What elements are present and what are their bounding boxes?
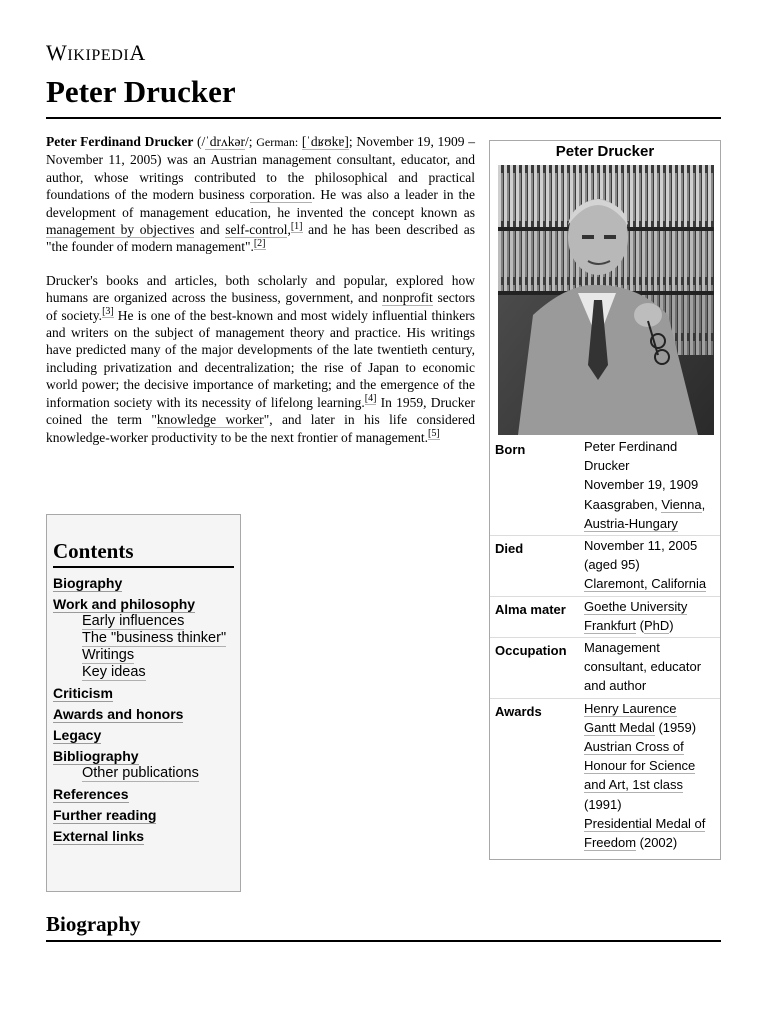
born-country-line (584, 514, 720, 533)
goethe-university-link[interactable]: Goethe University (584, 598, 688, 614)
died-place-line (584, 574, 720, 593)
knowledge-worker-link[interactable]: knowledge worker (156, 412, 264, 428)
citation-link[interactable]: [2] (253, 237, 266, 249)
died-age: (aged 95) (584, 557, 640, 573)
alma-line (584, 616, 720, 635)
portrait-photo[interactable] (498, 165, 714, 435)
text: /; (245, 134, 257, 149)
infobox-value (582, 536, 720, 597)
award-year: (1959) (654, 719, 697, 735)
text: , (701, 496, 706, 512)
toc-subitem[interactable] (82, 630, 234, 646)
award-line (584, 737, 720, 756)
toc-item[interactable] (53, 596, 234, 680)
german-language-label[interactable]: German: (256, 135, 299, 149)
born-date: November 19, 1909 (584, 477, 699, 493)
toc-item-label[interactable]: Work and philosophy (53, 596, 196, 612)
toc-subitem-label[interactable]: Key ideas (82, 664, 146, 680)
toc-item[interactable] (53, 727, 234, 743)
self-control-link[interactable]: self-control (225, 222, 288, 238)
award-line (584, 718, 720, 737)
subject-name: Peter Ferdinand Drucker (46, 134, 194, 149)
text: (/ (193, 134, 206, 149)
text: He is one of the best-known and most widely influential thinkers and writers on the subject of management theory and practice. His writings have predicted many of the major developments of the late twentieth century, including privatization and decentralization; the rise of Japan to economic world power; the decisive importance of marketing; and the emergence of the information society with its necessity of lifelong learning. (46, 307, 475, 410)
occupation-text: Management (584, 640, 660, 656)
infobox-label: Died (490, 536, 582, 597)
infobox-table (490, 437, 720, 854)
text: ", and later in his life considered knowledge-worker productivity to be the next frontier of management. (46, 412, 475, 445)
toc-item-label[interactable]: Criticism (53, 685, 113, 701)
austria-hungary-link[interactable]: Austria-Hungary (584, 515, 678, 531)
infobox-row-died (490, 536, 720, 597)
occupation-text: consultant, educator (584, 659, 702, 675)
toc-item[interactable] (53, 706, 234, 722)
infobox-label: Alma mater (490, 596, 582, 637)
alma-line (584, 597, 720, 616)
toc-item-label[interactable]: Further reading (53, 807, 157, 823)
occupation-text: and author (584, 678, 647, 694)
infobox-label: Occupation (490, 638, 582, 699)
award-year: (1991) (584, 796, 622, 812)
infobox-row-alma-mater (490, 596, 720, 637)
toc-subitem[interactable] (82, 613, 234, 629)
award-line (584, 833, 720, 852)
text: and he has been described as "the founder of modern management". (46, 222, 475, 255)
lead-paragraph-2 (46, 272, 475, 446)
text: Drucker's books and articles, both scholarly and popular, explored how humans are organized across the business, government, and (46, 272, 475, 306)
text: In 1959, Drucker coined the term " (46, 394, 475, 428)
infobox-row-occupation (490, 638, 720, 699)
toc-item[interactable] (53, 828, 234, 844)
portrait-image (498, 165, 714, 435)
infobox-value (582, 638, 720, 699)
citation-link[interactable]: [5] (428, 428, 440, 439)
award-year: (2002) (636, 835, 678, 851)
claremont-link[interactable]: Claremont, California (584, 576, 707, 592)
toc-item-label[interactable]: Awards and honors (53, 706, 184, 722)
infobox-row-awards (490, 698, 720, 854)
infobox-row-born (490, 437, 720, 536)
toc-divider (53, 566, 234, 568)
toc-item-label[interactable]: References (53, 786, 129, 802)
text: ) (669, 617, 674, 633)
table-of-contents (46, 514, 241, 892)
infobox-value (582, 437, 720, 536)
toc-subitem-label[interactable]: Early influences (82, 613, 185, 629)
austrian-cross-link[interactable]: Austrian Cross of (584, 739, 684, 755)
page-title: Peter Drucker (46, 74, 236, 109)
wordmark-last-letter: A (129, 40, 146, 65)
goethe-university-link[interactable]: Frankfurt (584, 617, 637, 633)
infobox-label: Awards (490, 698, 582, 854)
toc-subitem[interactable] (82, 664, 234, 680)
award-line (584, 756, 720, 775)
section-divider (46, 940, 721, 942)
vienna-link[interactable]: Vienna (661, 496, 702, 512)
toc-subitem[interactable] (82, 647, 234, 663)
presidential-medal-link[interactable]: Freedom (584, 835, 637, 851)
toc-item[interactable] (53, 685, 234, 701)
title-divider (46, 117, 721, 119)
toc-subitem-label[interactable]: Writings (82, 647, 135, 663)
toc-item-label[interactable]: Bibliography (53, 748, 139, 764)
toc-subitem-label[interactable]: The "business thinker" (82, 630, 227, 646)
text: ( (636, 617, 644, 633)
wikipedia-wordmark[interactable] (46, 40, 146, 66)
infobox-value (582, 596, 720, 637)
toc-subitem[interactable] (82, 765, 234, 781)
text: . He was also a leader in the development of management education, he invented the concept known as (46, 187, 475, 220)
born-place-text: Kaasgraben, (584, 496, 658, 512)
toc-item[interactable] (53, 575, 234, 591)
born-name: Drucker (584, 458, 630, 474)
toc-sublist (53, 765, 234, 781)
austrian-cross-link[interactable]: Honour for Science (584, 758, 696, 774)
infobox (489, 140, 721, 860)
award-line (584, 775, 720, 794)
born-name: Peter Ferdinand (584, 439, 678, 454)
text: and (194, 222, 226, 238)
toc-item-label[interactable]: Legacy (53, 727, 102, 743)
presidential-medal-link[interactable]: Presidential Medal of (584, 815, 706, 831)
phd-link[interactable]: PhD (643, 617, 670, 633)
born-place (584, 495, 720, 514)
ipa-pronunciation-link[interactable]: ˈdrʌkər (205, 134, 246, 149)
toc-item-label[interactable]: External links (53, 828, 145, 844)
austrian-cross-link[interactable]: and Art, 1st class (584, 777, 683, 793)
infobox-label: Born (495, 442, 526, 457)
text: , (287, 222, 291, 238)
citation-link[interactable]: [4] (364, 393, 377, 405)
toc-item[interactable] (53, 807, 234, 823)
toc-item[interactable] (53, 786, 234, 802)
gantt-medal-link[interactable]: Henry Laurence (584, 700, 677, 716)
nonprofit-link[interactable]: nonprofit (382, 290, 433, 306)
text: ; November 19, 1909 – November 11, 2005) was an Austrian management consultant, educator, and author, whose writings contributed to the philosophical and practical foundations of the modern business (46, 134, 475, 203)
wordmark-first-letter: W (46, 40, 68, 65)
award-line (584, 699, 720, 718)
toc-sublist (53, 613, 234, 680)
award-line (584, 814, 720, 833)
toc-subitem-label[interactable]: Other publications (82, 765, 199, 781)
toc-list (53, 575, 234, 844)
wordmark-small-caps: IKIPEDI (67, 47, 130, 64)
infobox-value (582, 698, 720, 854)
toc-title: Contents (53, 539, 134, 563)
citation-link[interactable]: [3] (102, 306, 114, 318)
section-heading-biography: Biography (46, 912, 141, 936)
infobox-title: Peter Drucker (555, 143, 655, 160)
toc-item[interactable] (53, 748, 234, 781)
lead-paragraph-1 (46, 133, 475, 256)
text: sectors of society. (46, 290, 475, 323)
toc-item-label[interactable]: Biography (53, 575, 123, 591)
management-by-objectives-link[interactable]: management by objectives (46, 222, 195, 238)
citation-link[interactable]: [1] (290, 220, 303, 232)
lead-section (46, 133, 475, 462)
gantt-medal-link[interactable]: Gantt Medal (584, 719, 655, 735)
german-ipa-link[interactable]: [ˈdʁʊkɐ] (301, 134, 349, 149)
corporation-link[interactable]: corporation (249, 187, 312, 203)
died-date: November 11, 2005 (584, 538, 698, 554)
